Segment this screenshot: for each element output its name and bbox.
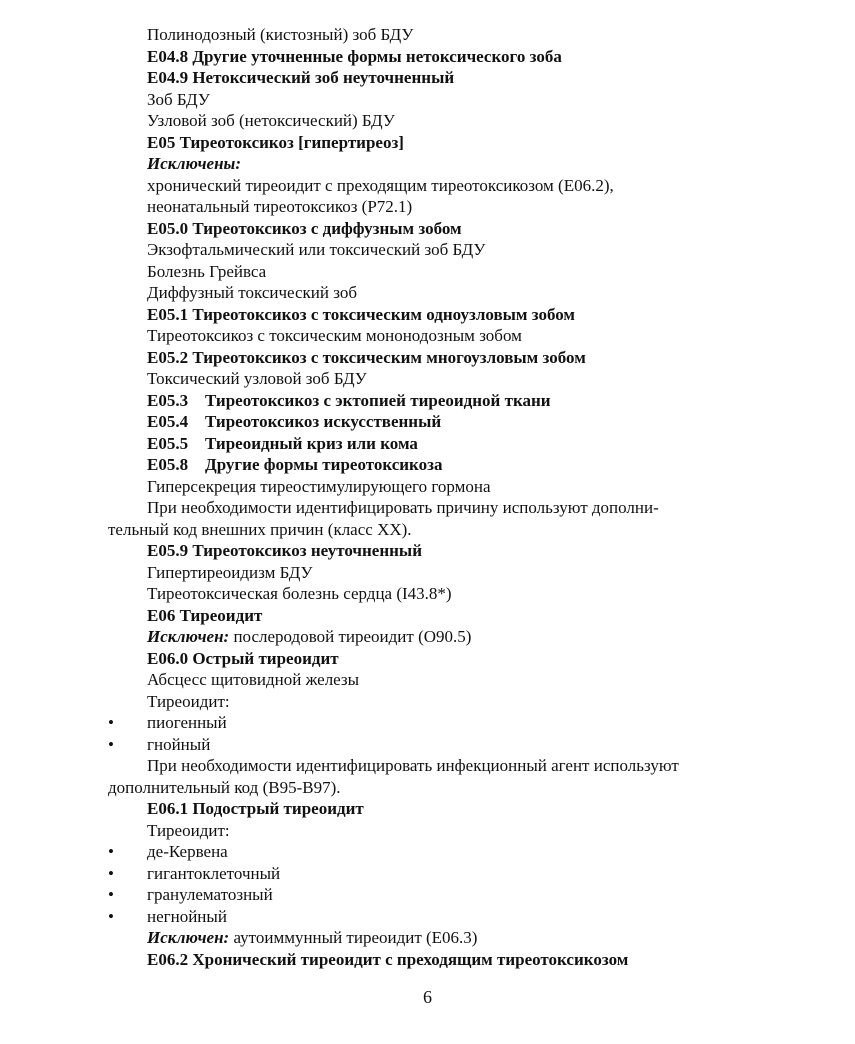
text-line: Болезнь Грейвса bbox=[147, 262, 267, 281]
section-heading: E05 Тиреотоксикоз [гипертиреоз] bbox=[147, 133, 404, 152]
bullet-icon: • bbox=[108, 842, 114, 861]
text-line: Диффузный токсический зоб bbox=[147, 283, 358, 302]
section-heading: E06.1 Подострый тиреоидит bbox=[147, 799, 364, 818]
section-heading bbox=[147, 411, 441, 432]
list-item-text: негнойный bbox=[147, 907, 227, 926]
text-line: Экзофтальмический или токсический зоб БДУ bbox=[147, 240, 486, 259]
section-title: Тиреотоксикоз искусственный bbox=[205, 412, 442, 431]
text-line: Токсический узловой зоб БДУ bbox=[147, 369, 367, 388]
section-heading: E06.2 Хронический тиреоидит с преходящим тиреотоксикозом bbox=[147, 950, 629, 969]
text-line: дополнительный код (B95-B97). bbox=[108, 778, 341, 797]
page-number: 6 bbox=[423, 987, 432, 1007]
section-heading bbox=[147, 454, 442, 475]
text-line: Гиперсекреция тиреостимулирующего гормона bbox=[147, 477, 491, 496]
bullet-icon: • bbox=[108, 907, 114, 926]
text-line: Гипертиреоидизм БДУ bbox=[147, 563, 313, 582]
list-item-text: де-Кервена bbox=[147, 842, 228, 861]
text-line: При необходимости идентифицировать причину используют дополни- bbox=[147, 498, 659, 517]
section-heading: E05.1 Тиреотоксикоз с токсическим одноузловым зобом bbox=[147, 305, 576, 324]
text-line: хронический тиреоидит с преходящим тиреотоксикозом (E06.2), bbox=[147, 176, 614, 195]
list-item-text: гигантоклеточный bbox=[147, 864, 281, 883]
section-code: E05.8 bbox=[147, 455, 189, 474]
exclusion-text: послеродовой тиреоидит (O90.5) bbox=[229, 627, 472, 646]
section-heading: E04.9 Нетоксический зоб неуточненный bbox=[147, 68, 455, 87]
text-line: неонатальный тиреотоксикоз (P72.1) bbox=[147, 197, 413, 216]
section-code: E05.3 bbox=[147, 391, 189, 410]
text-line: Узловой зоб (нетоксический) БДУ bbox=[147, 111, 395, 130]
bullet-icon: • bbox=[108, 864, 114, 883]
bullet-icon: • bbox=[108, 735, 114, 754]
list-item-text: гнойный bbox=[147, 735, 211, 754]
text-line: Зоб БДУ bbox=[147, 90, 210, 109]
text-line: тельный код внешних причин (класс XX). bbox=[108, 520, 412, 539]
section-title: Другие формы тиреотоксикоза bbox=[205, 455, 443, 474]
section-code: E05.4 bbox=[147, 412, 189, 431]
text-line: Полинодозный (кистозный) зоб БДУ bbox=[147, 25, 414, 44]
exclusion-line bbox=[147, 626, 471, 647]
section-title: Тиреотоксикоз с эктопией тиреоидной ткани bbox=[205, 391, 551, 410]
bullet-icon: • bbox=[108, 713, 114, 732]
section-heading bbox=[147, 390, 551, 411]
text-line: Тиреотоксическая болезнь сердца (I43.8*) bbox=[147, 584, 452, 603]
text-line: Тиреоидит: bbox=[147, 821, 230, 840]
text-line: Абсцесс щитовидной железы bbox=[147, 670, 360, 689]
section-title: Тиреоидный криз или кома bbox=[205, 434, 418, 453]
section-heading: E04.8 Другие уточненные формы нетоксического зоба bbox=[147, 47, 562, 66]
list-item-text: гранулематозный bbox=[147, 885, 273, 904]
exclusion-text: аутоиммунный тиреоидит (E06.3) bbox=[229, 928, 478, 947]
section-heading: E06.0 Острый тиреоидит bbox=[147, 649, 339, 668]
section-heading bbox=[147, 433, 418, 454]
section-heading: E05.0 Тиреотоксикоз с диффузным зобом bbox=[147, 219, 462, 238]
bullet-icon: • bbox=[108, 885, 114, 904]
section-code: E05.5 bbox=[147, 434, 189, 453]
text-line: При необходимости идентифицировать инфекционный агент используют bbox=[147, 756, 679, 775]
text-line: Тиреотоксикоз с токсическим мононодозным зобом bbox=[147, 326, 522, 345]
section-heading: E05.2 Тиреотоксикоз с токсическим многоузловым зобом bbox=[147, 348, 586, 367]
list-item-text: пиогенный bbox=[147, 713, 227, 732]
section-heading: E05.9 Тиреотоксикоз неуточненный bbox=[147, 541, 423, 560]
text-line: Тиреоидит: bbox=[147, 692, 230, 711]
section-heading: E06 Тиреоидит bbox=[147, 606, 263, 625]
exclusion-line bbox=[147, 927, 477, 948]
exclusion-label: Исключены: bbox=[147, 154, 241, 173]
exclusion-label: Исключен: bbox=[147, 627, 230, 646]
exclusion-label: Исключен: bbox=[147, 928, 230, 947]
